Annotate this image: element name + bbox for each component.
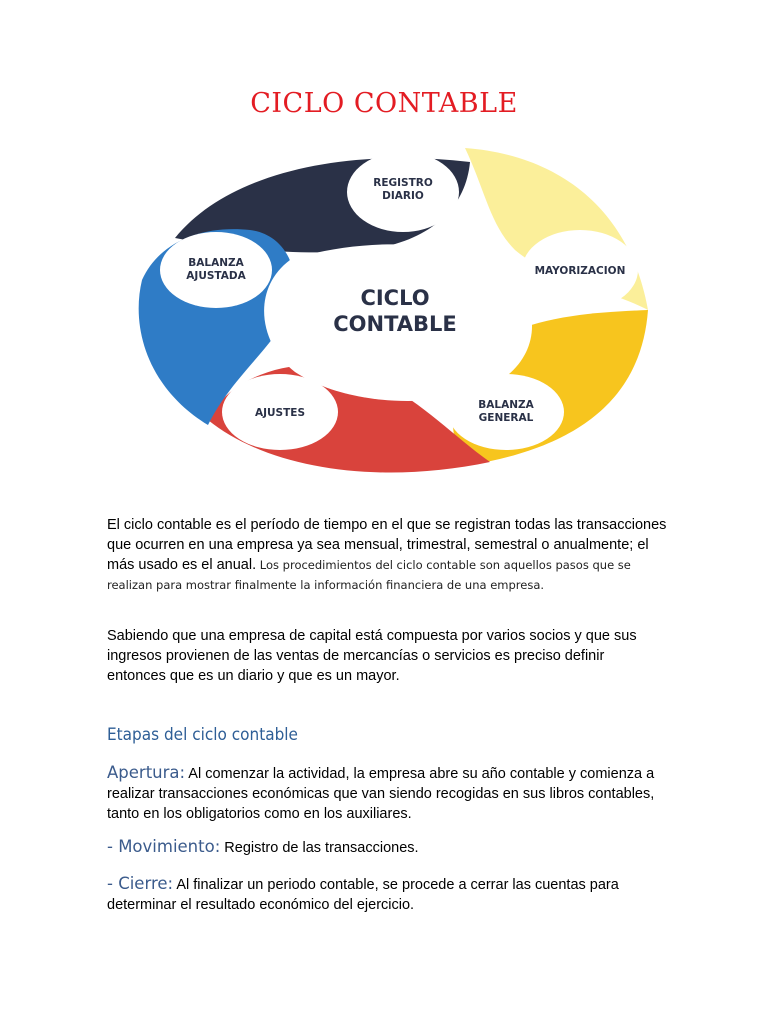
node-label: AJUSTES bbox=[254, 407, 306, 419]
diagram-center-title: CICLO bbox=[360, 286, 430, 310]
stage-text: Al finalizar un periodo contable, se procede a cerrar las cuentas para determinar el resultado económico del ejercicio. bbox=[107, 877, 619, 913]
node-label: REGISTRO bbox=[373, 177, 433, 189]
stage-name: - Cierre: bbox=[107, 874, 174, 893]
intro-text: El ciclo contable es el período de tiempo en el que se registran todas las transacciones que ocurren en una empresa ya sea mensual, trimestral, semestral o anualmente; el más usado es el anual. bbox=[107, 517, 667, 573]
section-heading: Etapas del ciclo contable bbox=[107, 725, 298, 745]
node-label: AJUSTADA bbox=[186, 270, 246, 282]
node-label: DIARIO bbox=[382, 190, 424, 202]
stage-text: Registro de las transacciones. bbox=[220, 840, 419, 856]
stage-movimiento bbox=[107, 837, 667, 858]
node-label: BALANZA bbox=[188, 257, 244, 269]
node-label: GENERAL bbox=[478, 412, 534, 424]
diagram-center-title: CONTABLE bbox=[333, 312, 457, 336]
page-title: CICLO CONTABLE bbox=[250, 88, 518, 119]
capital-paragraph: Sabiendo que una empresa de capital está compuesta por varios socios y que sus ingresos provienen de las ventas de mercancías o servicios es preciso definir entonces que es un diario y que es un mayor. bbox=[107, 628, 637, 684]
node-label: MAYORIZACION bbox=[534, 265, 626, 277]
stage-name: - Movimiento: bbox=[107, 837, 221, 856]
intro-paragraph bbox=[107, 515, 667, 595]
node-label: BALANZA bbox=[478, 399, 534, 411]
intro-small-text: Los procedimientos del ciclo contable son aquellos pasos que se realizan para mostrar finalmente la información financiera de una empresa. bbox=[107, 558, 631, 592]
stage-name: Apertura: bbox=[107, 763, 186, 782]
stage-text: Al comenzar la actividad, la empresa abre su año contable y comienza a realizar transacciones económicas que van siendo recogidas en sus libros contables, tanto en los obligatorios como en los auxiliares. bbox=[107, 766, 655, 822]
accounting-cycle-diagram bbox=[120, 140, 660, 485]
stage-apertura bbox=[107, 763, 667, 824]
stage-cierre bbox=[107, 874, 667, 915]
